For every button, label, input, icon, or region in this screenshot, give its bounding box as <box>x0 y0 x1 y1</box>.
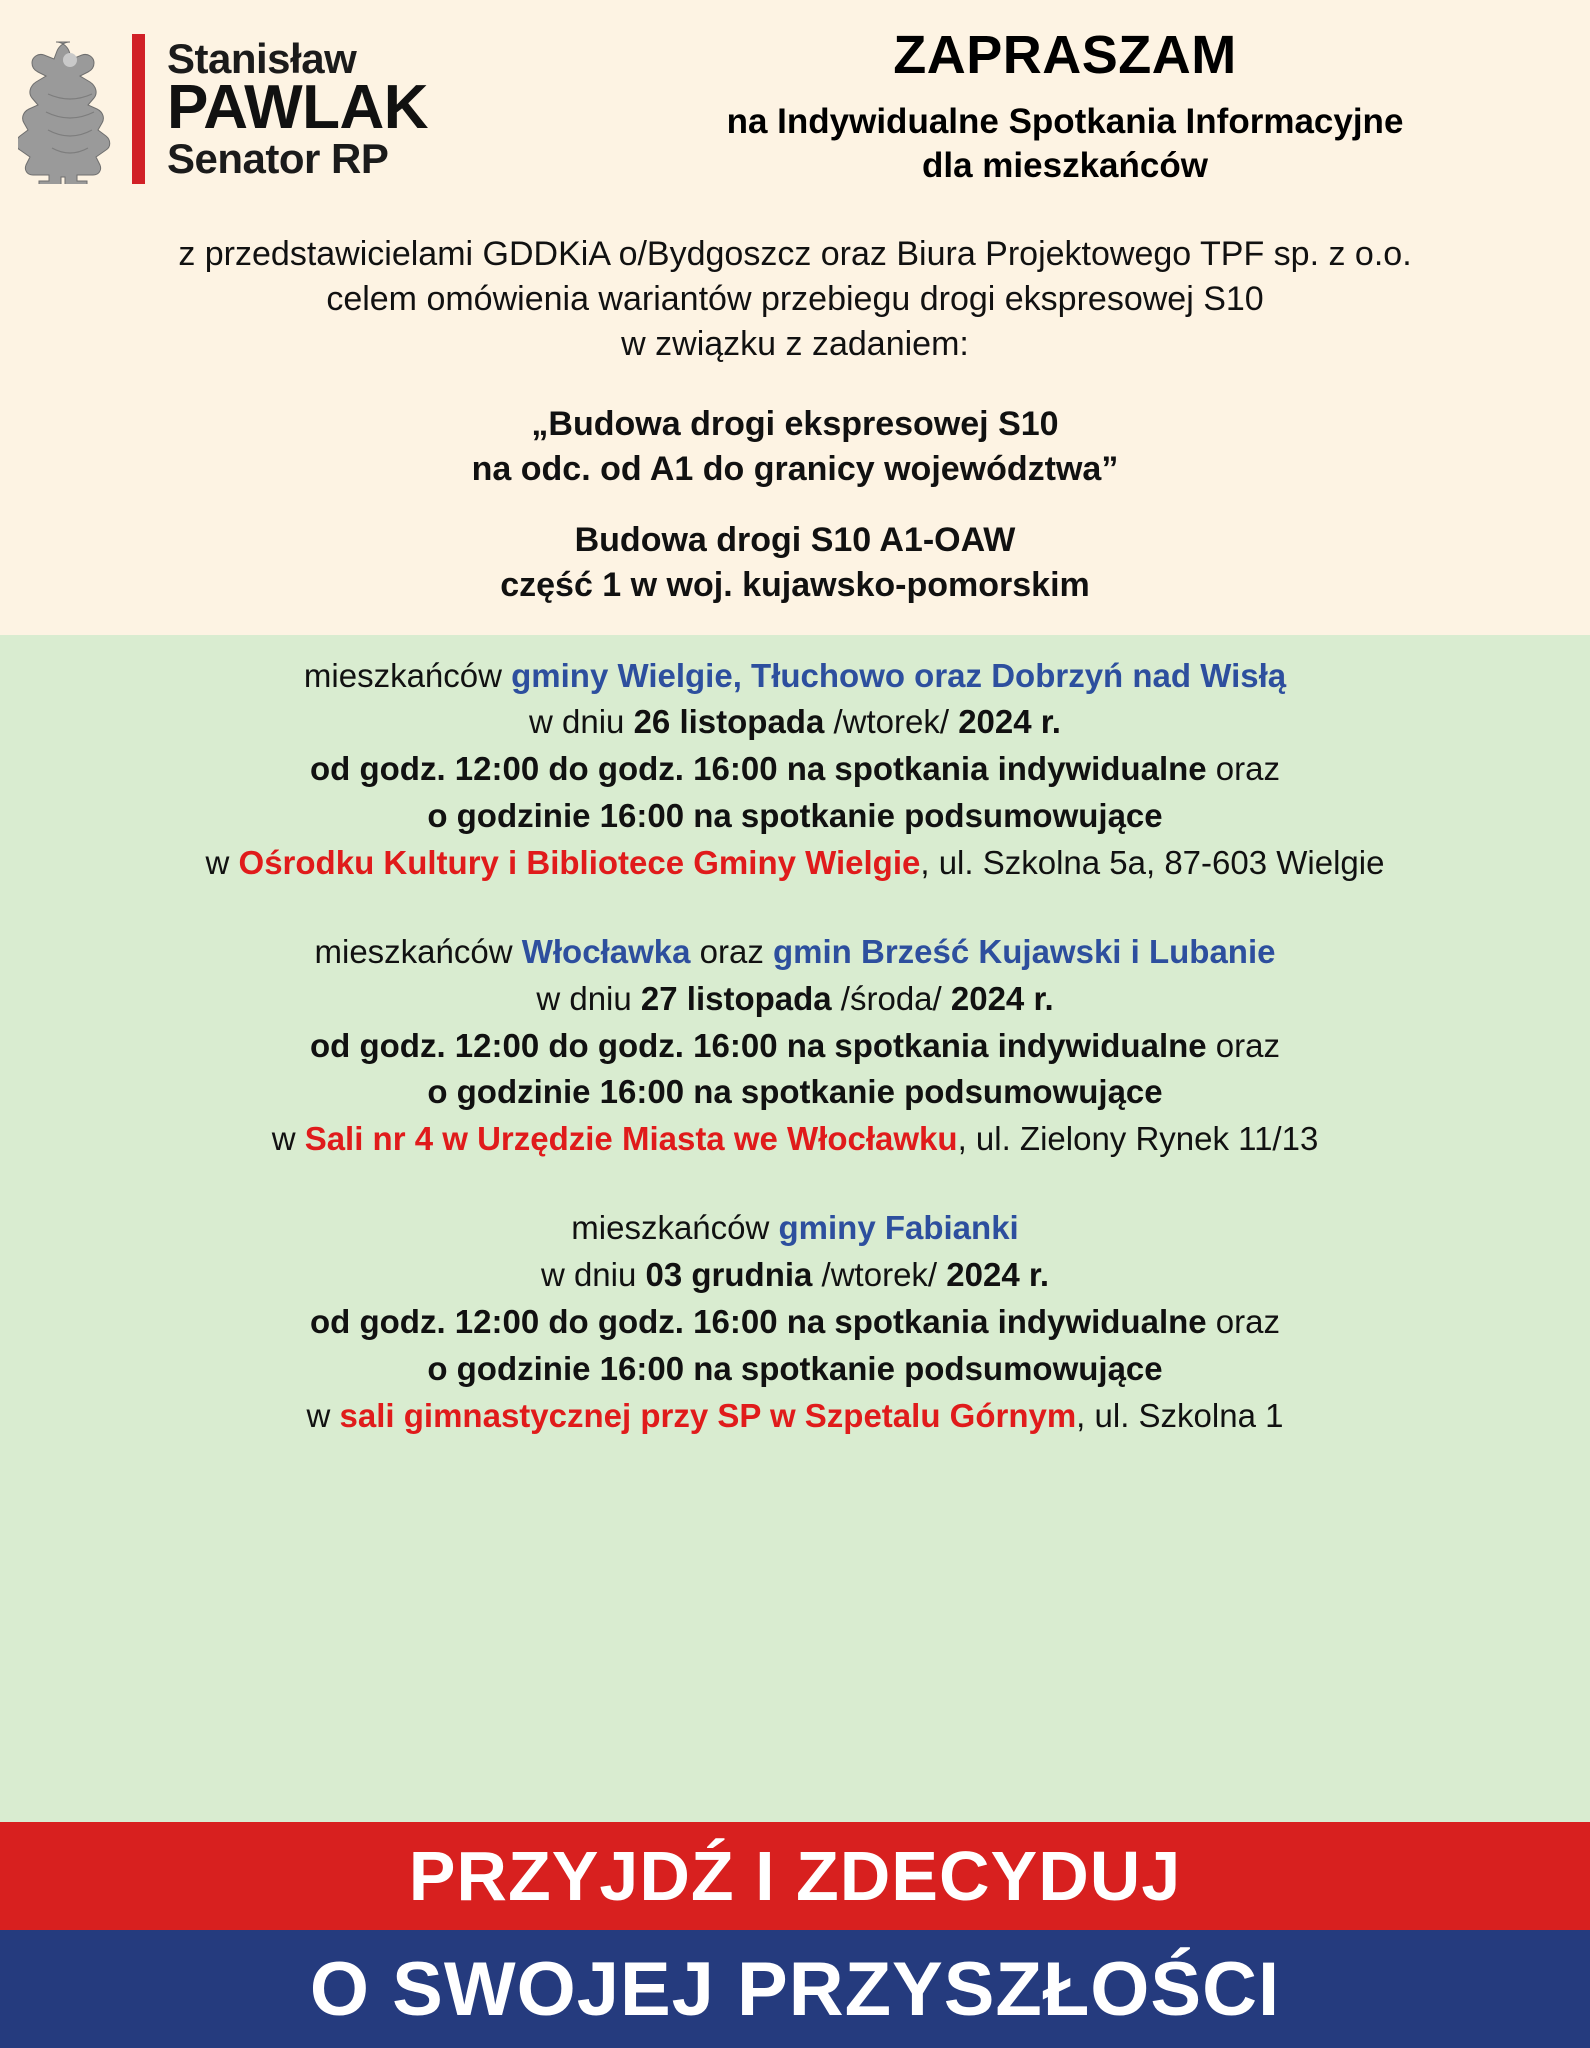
senator-role: Senator RP <box>167 134 389 182</box>
meeting-place-suffix: , ul. Szkolna 1 <box>1076 1396 1284 1434</box>
meeting-place-prefix: w <box>306 1396 340 1434</box>
meeting-date <box>24 1252 1566 1299</box>
footer-band-red: PRZYJDŹ I ZDECYDUJ <box>0 1822 1590 1930</box>
meeting-place <box>24 840 1566 887</box>
meeting-place-suffix: , ul. Szkolna 5a, 87-603 Wielgie <box>920 843 1385 881</box>
meeting-audience <box>24 929 1566 976</box>
meeting-audience-highlight: gminy Fabianki <box>778 1209 1019 1247</box>
meeting-date-day: 03 grudnia <box>645 1255 813 1293</box>
intro-line-2: celem omówienia wariantów przebiegu drogi ekspresowej S10 <box>326 280 1264 319</box>
intro-line-3: w związku z zadaniem: <box>621 325 969 364</box>
poster-header <box>0 0 1590 228</box>
senator-first-name: Stanisław <box>167 34 357 82</box>
meeting-date-prefix: w dniu <box>540 1255 646 1293</box>
meeting-summary: o godzinie 16:00 na spotkanie podsumowujące <box>427 797 1163 835</box>
project-subhead-line-1: Budowa drogi S10 A1-OAW <box>574 521 1016 560</box>
meeting-entry <box>24 653 1566 887</box>
meeting-place-prefix: w <box>271 1120 305 1158</box>
meeting-date-day: 26 listopada <box>633 703 825 741</box>
meeting-entry <box>24 1205 1566 1439</box>
meeting-hours <box>24 1299 1566 1346</box>
meeting-summary: o godzinie 16:00 na spotkanie podsumowujące <box>427 1349 1163 1387</box>
meeting-audience-prefix: mieszkańców <box>571 1209 779 1247</box>
meeting-hours-bold: od godz. 12:00 do godz. 16:00 na spotkania indywidualne <box>309 1026 1207 1064</box>
meeting-date-weekday: /wtorek/ <box>812 1255 947 1293</box>
meeting-date <box>24 976 1566 1023</box>
meeting-hours-suffix: oraz <box>1206 1302 1280 1340</box>
meeting-hours <box>24 746 1566 793</box>
meeting-place <box>24 1393 1566 1440</box>
meeting-date-weekday: /środa/ <box>831 979 951 1017</box>
meeting-place-highlight: sali gimnastycznej przy SP w Szpetalu Górnym <box>339 1396 1077 1434</box>
project-headline-line-2: na odc. od A1 do granicy województwa” <box>471 449 1119 488</box>
meeting-hours-bold: od godz. 12:00 do godz. 16:00 na spotkania indywidualne <box>309 750 1207 788</box>
intro-section <box>0 228 1590 635</box>
project-subhead-line-2: część 1 w woj. kujawsko-pomorskim <box>500 566 1090 605</box>
meeting-date-year: 2024 r. <box>946 1255 1050 1293</box>
meeting-hours <box>24 1023 1566 1070</box>
meeting-entry <box>24 929 1566 1163</box>
meeting-hours-suffix: oraz <box>1206 750 1280 788</box>
red-accent-bar <box>132 34 145 184</box>
meeting-summary: o godzinie 16:00 na spotkanie podsumowujące <box>427 1073 1163 1111</box>
senator-last-name: PAWLAK <box>167 73 429 143</box>
meeting-audience-mid: oraz <box>690 932 774 970</box>
meeting-audience <box>24 1205 1566 1252</box>
header-titles <box>540 0 1590 188</box>
meeting-place-prefix: w <box>205 843 239 881</box>
footer-band-blue: O SWOJEJ PRZYSZŁOŚCI <box>0 1930 1590 2048</box>
meeting-audience-prefix: mieszkańców <box>314 932 522 970</box>
meeting-place-highlight: Sali nr 4 w Urzędzie Miasta we Włocławku <box>304 1120 958 1158</box>
meeting-place <box>24 1116 1566 1163</box>
meeting-date-prefix: w dniu <box>536 979 641 1017</box>
project-headline-line-1: „Budowa drogi ekspresowej S10 <box>531 404 1059 443</box>
meeting-hours-suffix: oraz <box>1206 1026 1280 1064</box>
meeting-audience-prefix: mieszkańców <box>303 656 512 694</box>
polish-eagle-emblem-icon <box>18 34 122 184</box>
page-subtitle-line-1: na Indywidualne Spotkania Informacyjne <box>726 102 1404 141</box>
page-title: ZAPRASZAM <box>893 25 1237 85</box>
page-subtitle-line-2: dla mieszkańców <box>922 146 1208 186</box>
meeting-place-suffix: , ul. Zielony Rynek 11/13 <box>957 1120 1319 1158</box>
meeting-date-day: 27 listopada <box>640 979 832 1017</box>
meeting-date <box>24 699 1566 746</box>
senator-name-block <box>167 34 429 182</box>
meeting-place-highlight: Ośrodku Kultury i Bibliotece Gminy Wielgie <box>238 843 921 881</box>
meeting-audience-highlight: gminy Wielgie, Tłuchowo oraz Dobrzyń nad Wisłą <box>511 656 1287 694</box>
senator-logo <box>0 0 530 218</box>
intro-line-1: z przedstawicielami GDDKiA o/Bydgoszcz oraz Biura Projektowego TPF sp. z o.o. <box>178 235 1412 273</box>
meeting-audience-highlight: Włocławka <box>521 932 691 970</box>
page-subtitle <box>540 100 1590 188</box>
meeting-hours-bold: od godz. 12:00 do godz. 16:00 na spotkania indywidualne <box>309 1302 1207 1340</box>
meeting-date-year: 2024 r. <box>950 979 1054 1017</box>
meeting-audience-highlight-2: gmin Brześć Kujawski i Lubanie <box>773 932 1276 970</box>
meeting-date-weekday: /wtorek/ <box>824 703 959 741</box>
meeting-date-prefix: w dniu <box>529 703 634 741</box>
meeting-audience <box>24 653 1566 700</box>
meetings-section <box>0 635 1590 1822</box>
meeting-date-year: 2024 r. <box>958 703 1061 741</box>
